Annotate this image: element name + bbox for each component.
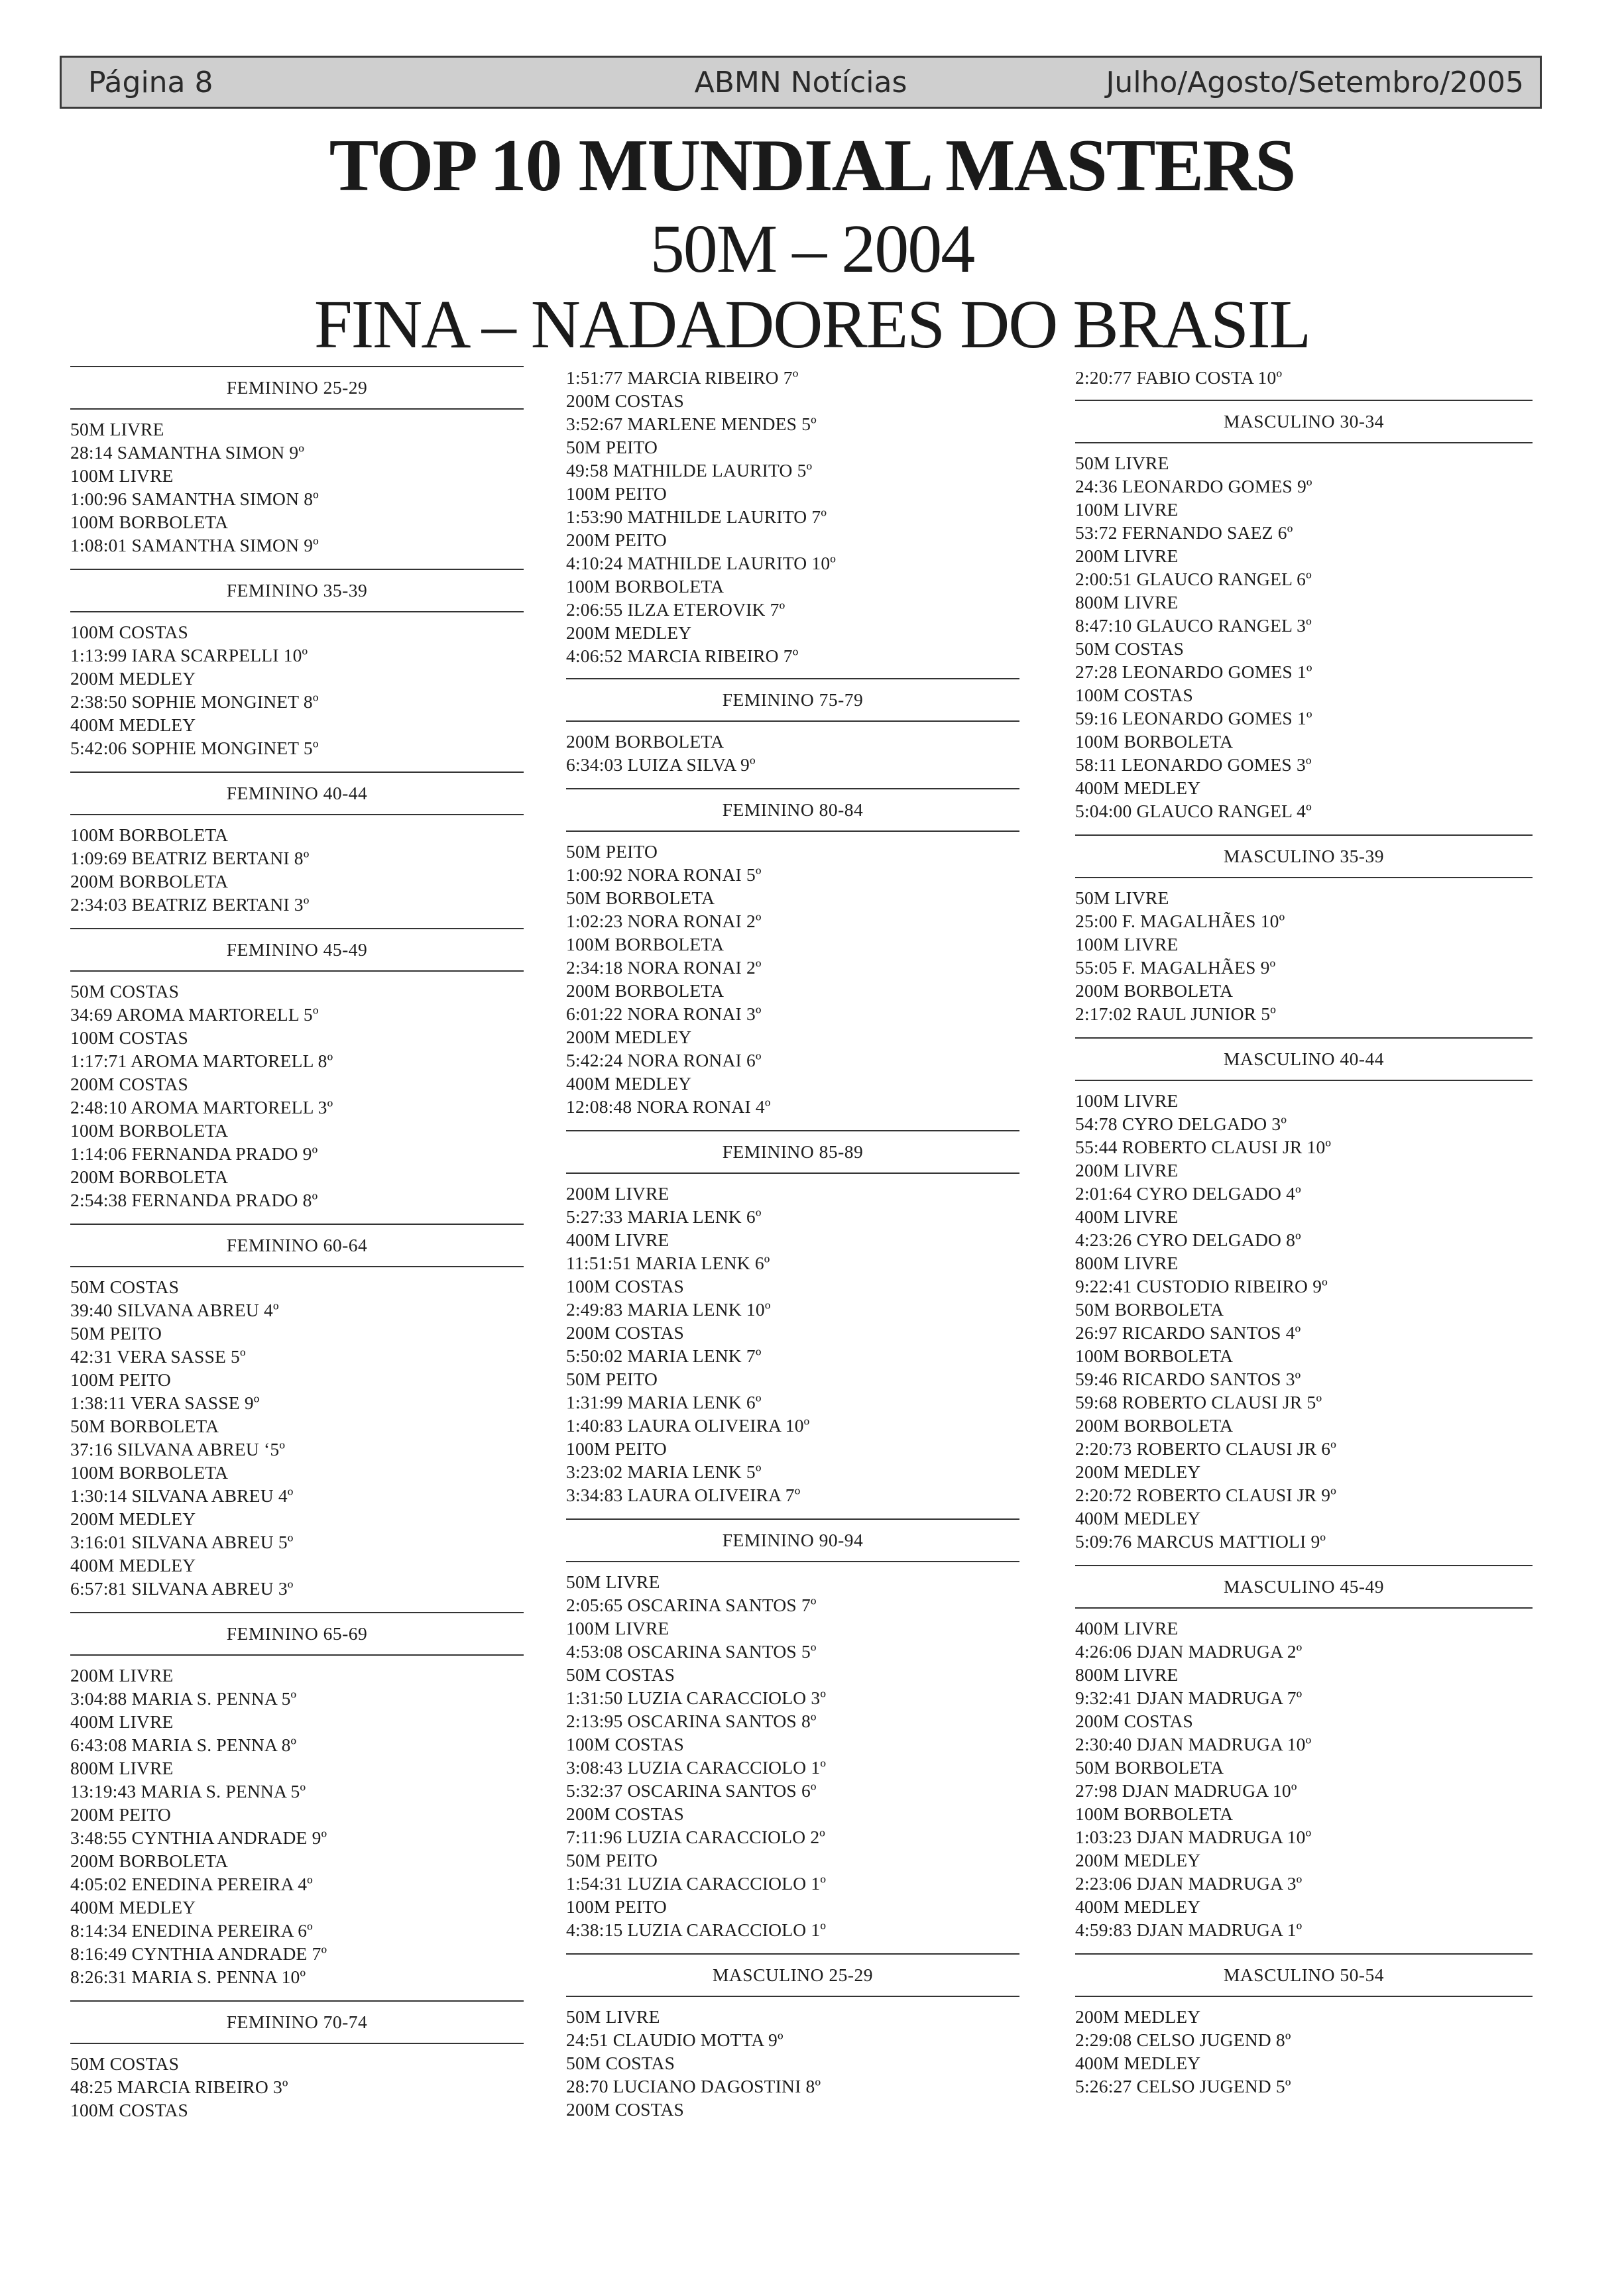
result-line: 50M LIVRE [566,2006,660,2027]
spacer [70,1600,524,1612]
spacer [1075,1553,1533,1565]
spacer [566,2121,1019,2133]
spacer [1075,878,1533,886]
category-heading: FEMININO 40-44 [226,783,368,803]
result-line: 2:20:77 FABIO COSTA 10º [1075,367,1283,388]
result-line: 4:05:02 ENEDINA PEREIRA 4º [70,1874,313,1894]
result-line: 200M BORBOLETA [70,1851,229,1871]
result-line: 50M LIVRE [1075,887,1169,908]
result-line: 2:48:10 AROMA MARTORELL 3º [70,1097,333,1117]
result-line: 100M PEITO [566,1438,667,1459]
page-subtitle-year: 50M – 2004 [650,211,974,287]
result-line: 50M COSTAS [70,2053,180,2074]
result-line: 6:43:08 MARIA S. PENNA 8º [70,1735,297,1755]
result-line: 1:17:71 AROMA MARTORELL 8º [70,1051,333,1071]
result-line: 100M BORBOLETA [70,1120,229,1141]
result-line: 1:09:69 BEATRIZ BERTANI 8º [70,848,310,868]
category-heading: MASCULINO 40-44 [1223,1049,1384,1069]
result-line: 100M LIVRE [1075,499,1179,520]
result-line: 5:50:02 MARIA LENK 7º [566,1345,762,1366]
result-line: 400M MEDLEY [70,714,196,735]
result-line: 5:42:24 NORA RONAI 6º [566,1050,762,1070]
result-line: 50M COSTAS [566,1664,675,1685]
result-line: 100M LIVRE [1075,934,1179,954]
category-heading: FEMININO 35-39 [226,580,368,600]
result-line: 200M BORBOLETA [566,731,725,752]
result-line: 2:20:72 ROBERTO CLAUSI JR 9º [1075,1485,1336,1505]
spacer [566,776,1019,788]
category-heading: FEMININO 60-64 [226,1235,368,1255]
result-line: 1:02:23 NORA RONAI 2º [566,911,762,931]
result-line: 400M MEDLEY [1075,1896,1201,1917]
result-line: 50M BORBOLETA [1075,1757,1224,1778]
result-line: 100M PEITO [70,1369,171,1390]
result-line: 34:69 AROMA MARTORELL 5º [70,1004,319,1025]
result-line: 2:29:08 CELSO JUGEND 8º [1075,2029,1291,2050]
result-line: 100M COSTAS [70,1027,189,1048]
result-line: 200M MEDLEY [70,668,196,689]
category-heading: MASCULINO 50-54 [1223,1965,1384,1985]
result-line: 5:27:33 MARIA LENK 6º [566,1206,762,1227]
spacer [70,760,524,772]
result-line: 4:59:83 DJAN MADRUGA 1º [1075,1919,1303,1940]
result-line: 200M COSTAS [566,2099,685,2120]
result-line: 55:44 ROBERTO CLAUSI JR 10º [1075,1137,1332,1157]
result-line: 200M BORBOLETA [1075,1415,1234,1436]
spacer [1075,1941,1533,1953]
result-line: 2:01:64 CYRO DELGADO 4º [1075,1183,1301,1204]
result-line: 5:04:00 GLAUCO RANGEL 4º [1075,801,1312,821]
result-line: 1:40:83 LAURA OLIVEIRA 10º [566,1415,810,1436]
result-line: 200M LIVRE [566,1183,669,1204]
result-line: 12:08:48 NORA RONAI 4º [566,1096,771,1117]
result-line: 100M COSTAS [70,2100,189,2120]
result-line: 200M BORBOLETA [70,871,229,891]
result-line: 200M MEDLEY [1075,1850,1201,1870]
result-line: 400M MEDLEY [1075,1508,1201,1528]
result-line: 200M MEDLEY [1075,1461,1201,1482]
result-line: 400M MEDLEY [70,1555,196,1575]
result-line: 50M PEITO [566,841,658,862]
header-page-number: Página 8 [88,66,213,99]
result-line: 50M LIVRE [1075,453,1169,473]
header-date: Julho/Agosto/Setembro/2005 [1106,66,1524,99]
result-line: 100M BORBOLETA [566,576,725,597]
result-line: 8:14:34 ENEDINA PEREIRA 6º [70,1920,313,1941]
result-line: 4:53:08 OSCARINA SANTOS 5º [566,1641,817,1662]
result-line: 1:00:96 SAMANTHA SIMON 8º [70,488,319,509]
result-line: 100M LIVRE [566,1618,669,1638]
result-line: 200M COSTAS [566,1322,685,1343]
result-line: 200M BORBOLETA [1075,980,1234,1001]
result-line: 400M MEDLEY [566,1073,692,1094]
category-heading: FEMININO 80-84 [722,799,864,820]
spacer [70,1267,524,1275]
result-line: 100M BORBOLETA [70,1462,229,1483]
result-line: 37:16 SILVANA ABREU ‘5º [70,1439,286,1459]
result-line: 54:78 CYRO DELGADO 3º [1075,1114,1287,1134]
result-line: 59:16 LEONARDO GOMES 1º [1075,708,1312,728]
result-line: 50M COSTAS [70,981,180,1001]
result-line: 2:30:40 DJAN MADRUGA 10º [1075,1734,1312,1754]
result-line: 1:00:92 NORA RONAI 5º [566,864,762,885]
spacer [1075,1025,1533,1037]
result-line: 2:49:83 MARIA LENK 10º [566,1299,771,1320]
result-line: 1:54:31 LUZIA CARACCIOLO 1º [566,1873,827,1894]
result-line: 50M PEITO [566,437,658,457]
running-header [60,56,1542,109]
result-line: 50M BORBOLETA [566,887,715,908]
result-line: 58:11 LEONARDO GOMES 3º [1075,754,1312,775]
result-line: 200M PEITO [566,530,667,550]
result-line: 200M COSTAS [1075,1711,1194,1731]
result-line: 4:38:15 LUZIA CARACCIOLO 1º [566,1919,827,1940]
spacer [1075,1081,1533,1089]
result-line: 800M LIVRE [1075,592,1179,612]
spacer [70,612,524,620]
result-line: 200M COSTAS [70,1074,189,1094]
spacer [70,815,524,823]
result-line: 2:54:38 FERNANDA PRADO 8º [70,1190,318,1210]
result-line: 13:19:43 MARIA S. PENNA 5º [70,1781,306,1801]
result-line: 800M LIVRE [1075,1253,1179,1273]
result-line: 11:51:51 MARIA LENK 6º [566,1253,770,1273]
result-line: 50M BORBOLETA [70,1416,219,1436]
result-line: 100M BORBOLETA [566,934,725,954]
result-line: 1:13:99 IARA SCARPELLI 10º [70,645,308,665]
result-line: 400M MEDLEY [70,1897,196,1917]
result-line: 100M PEITO [566,483,667,504]
result-line: 200M LIVRE [1075,545,1179,566]
spacer [70,972,524,980]
result-line: 6:34:03 LUIZA SILVA 9º [566,754,756,775]
result-line: 53:72 FERNANDO SAEZ 6º [1075,522,1293,543]
category-heading: FEMININO 45-49 [226,939,368,960]
result-line: 25:00 F. MAGALHÃES 10º [1075,911,1285,931]
spacer [566,667,1019,678]
spacer [70,557,524,569]
result-line: 100M BORBOLETA [1075,1345,1234,1366]
spacer [566,1562,1019,1570]
category-heading: FEMININO 70-74 [226,2012,368,2032]
result-line: 1:14:06 FERNANDA PRADO 9º [70,1143,318,1164]
result-line: 50M LIVRE [566,1572,660,1592]
page-subtitle-org: FINA – NADADORES DO BRASIL [314,286,1310,363]
result-line: 5:42:06 SOPHIE MONGINET 5º [70,738,319,758]
spacer [566,722,1019,730]
result-line: 5:32:37 OSCARINA SANTOS 6º [566,1780,817,1801]
result-line: 100M COSTAS [566,1276,685,1296]
result-line: 3:04:88 MARIA S. PENNA 5º [70,1688,297,1709]
spacer [70,1988,524,2000]
result-line: 200M MEDLEY [566,1027,692,1047]
category-heading: MASCULINO 45-49 [1223,1576,1384,1597]
spacer [1075,1997,1533,2005]
result-line: 2:20:73 ROBERTO CLAUSI JR 6º [1075,1438,1336,1459]
result-line: 3:34:83 LAURA OLIVEIRA 7º [566,1485,801,1505]
result-line: 2:23:06 DJAN MADRUGA 3º [1075,1873,1303,1894]
category-heading: MASCULINO 35-39 [1223,846,1384,866]
spacer [70,2044,524,2052]
result-line: 50M COSTAS [566,2053,675,2073]
result-line: 24:51 CLAUDIO MOTTA 9º [566,2029,783,2050]
result-line: 49:58 MATHILDE LAURITO 5º [566,460,813,481]
category-heading: FEMININO 65-69 [226,1623,368,1644]
results-column-2 [566,366,1019,2133]
result-line: 50M PEITO [566,1369,658,1389]
result-line: 3:08:43 LUZIA CARACCIOLO 1º [566,1757,827,1778]
result-line: 24:36 LEONARDO GOMES 9º [1075,476,1312,496]
result-line: 100M COSTAS [1075,685,1194,705]
category-heading: MASCULINO 25-29 [712,1965,873,1985]
result-line: 27:28 LEONARDO GOMES 1º [1075,661,1312,682]
result-line: 100M PEITO [566,1896,667,1917]
result-line: 4:06:52 MARCIA RIBEIRO 7º [566,646,799,666]
result-line: 28:70 LUCIANO DAGOSTINI 8º [566,2076,821,2096]
result-line: 55:05 F. MAGALHÃES 9º [1075,957,1276,978]
results-column-1 [70,366,524,2134]
spacer [70,1656,524,1664]
result-line: 200M BORBOLETA [70,1167,229,1187]
result-line: 1:53:90 MATHILDE LAURITO 7º [566,506,827,527]
result-line: 1:51:77 MARCIA RIBEIRO 7º [566,367,799,388]
page-title: TOP 10 MUNDIAL MASTERS [329,125,1295,207]
result-line: 1:31:50 LUZIA CARACCIOLO 3º [566,1687,827,1708]
result-line: 8:16:49 CYNTHIA ANDRADE 7º [70,1943,327,1964]
result-line: 6:01:22 NORA RONAI 3º [566,1003,762,1024]
spacer [70,916,524,928]
result-line: 200M MEDLEY [1075,2006,1201,2027]
result-line: 2:13:95 OSCARINA SANTOS 8º [566,1711,817,1731]
result-line: 2:38:50 SOPHIE MONGINET 8º [70,691,319,712]
results-column-3 [1075,366,1533,2110]
result-line: 400M MEDLEY [1075,777,1201,798]
spacer [1075,389,1533,400]
result-line: 100M BORBOLETA [70,512,229,532]
result-line: 50M COSTAS [70,1277,180,1297]
result-line: 59:68 ROBERTO CLAUSI JR 5º [1075,1392,1322,1412]
result-line: 48:25 MARCIA RIBEIRO 3º [70,2077,288,2097]
result-line: 59:46 RICARDO SANTOS 3º [1075,1369,1301,1389]
result-line: 5:09:76 MARCUS MATTIOLI 9º [1075,1531,1326,1552]
spacer [566,1118,1019,1130]
spacer [70,2122,524,2134]
result-line: 100M LIVRE [1075,1090,1179,1111]
result-line: 3:52:67 MARLENE MENDES 5º [566,414,817,434]
spacer [566,1997,1019,2005]
result-line: 400M LIVRE [1075,1618,1179,1638]
result-line: 200M COSTAS [566,1803,685,1824]
spacer [1075,823,1533,834]
result-line: 50M LIVRE [70,419,164,439]
result-line: 200M COSTAS [566,390,685,411]
result-line: 2:17:02 RAUL JUNIOR 5º [1075,1003,1276,1024]
result-line: 400M MEDLEY [1075,2053,1201,2073]
spacer [566,1941,1019,1953]
result-line: 3:16:01 SILVANA ABREU 5º [70,1532,294,1552]
result-line: 100M LIVRE [70,465,174,486]
result-line: 800M LIVRE [70,1758,174,1778]
result-line: 50M PEITO [70,1323,162,1343]
result-line: 1:03:23 DJAN MADRUGA 10º [1075,1827,1312,1847]
spacer [1075,443,1533,451]
result-line: 8:47:10 GLAUCO RANGEL 3º [1075,615,1312,636]
result-line: 6:57:81 SILVANA ABREU 3º [70,1578,294,1599]
result-line: 3:23:02 MARIA LENK 5º [566,1461,762,1482]
spacer [566,1174,1019,1182]
result-line: 1:30:14 SILVANA ABREU 4º [70,1485,294,1506]
result-line: 3:48:55 CYNTHIA ANDRADE 9º [70,1827,327,1848]
result-line: 400M LIVRE [70,1711,174,1732]
header-publication: ABMN Notícias [694,66,907,99]
result-line: 200M PEITO [70,1804,171,1825]
result-line: 42:31 VERA SASSE 5º [70,1346,246,1367]
result-line: 27:98 DJAN MADRUGA 10º [1075,1780,1297,1801]
result-line: 39:40 SILVANA ABREU 4º [70,1300,279,1320]
result-line: 8:26:31 MARIA S. PENNA 10º [70,1967,306,1987]
result-line: 1:08:01 SAMANTHA SIMON 9º [70,535,319,555]
spacer [70,410,524,418]
spacer [70,1212,524,1224]
result-line: 2:34:18 NORA RONAI 2º [566,957,762,978]
result-line: 100M BORBOLETA [1075,731,1234,752]
category-heading: FEMININO 25-29 [226,377,368,398]
result-line: 1:38:11 VERA SASSE 9º [70,1393,260,1413]
result-line: 9:32:41 DJAN MADRUGA 7º [1075,1687,1303,1708]
result-line: 2:34:03 BEATRIZ BERTANI 3º [70,894,310,915]
result-line: 50M PEITO [566,1850,658,1870]
result-line: 100M COSTAS [70,622,189,642]
result-line: 400M LIVRE [1075,1206,1179,1227]
result-line: 1:31:99 MARIA LENK 6º [566,1392,762,1412]
result-line: 50M BORBOLETA [1075,1299,1224,1320]
category-heading: FEMININO 90-94 [722,1530,864,1550]
spacer [566,1507,1019,1518]
result-line: 5:26:27 CELSO JUGEND 5º [1075,2076,1291,2096]
spacer [1075,2098,1533,2110]
result-line: 50M COSTAS [1075,638,1185,659]
result-line: 200M MEDLEY [70,1509,196,1529]
result-line: 4:23:26 CYRO DELGADO 8º [1075,1229,1301,1250]
result-line: 4:26:06 DJAN MADRUGA 2º [1075,1641,1303,1662]
result-line: 200M LIVRE [70,1665,174,1686]
result-line: 800M LIVRE [1075,1664,1179,1685]
category-heading: FEMININO 85-89 [722,1141,864,1162]
result-line: 100M BORBOLETA [70,825,229,845]
result-line: 26:97 RICARDO SANTOS 4º [1075,1322,1301,1343]
result-line: 2:00:51 GLAUCO RANGEL 6º [1075,569,1312,589]
result-line: 200M LIVRE [1075,1160,1179,1180]
result-line: 4:10:24 MATHILDE LAURITO 10º [566,553,836,573]
result-line: 200M BORBOLETA [566,980,725,1001]
result-line: 9:22:41 CUSTODIO RIBEIRO 9º [1075,1276,1328,1296]
result-line: 2:06:55 ILZA ETEROVIK 7º [566,599,785,620]
result-line: 2:05:65 OSCARINA SANTOS 7º [566,1595,817,1615]
spacer [566,832,1019,840]
category-heading: FEMININO 75-79 [722,689,864,710]
result-line: 400M LIVRE [566,1229,669,1250]
result-line: 7:11:96 LUZIA CARACCIOLO 2º [566,1827,826,1847]
result-line: 200M MEDLEY [566,622,692,643]
category-heading: MASCULINO 30-34 [1223,411,1384,431]
result-line: 28:14 SAMANTHA SIMON 9º [70,442,305,463]
result-line: 100M COSTAS [566,1734,685,1754]
result-line: 100M BORBOLETA [1075,1803,1234,1824]
spacer [1075,1609,1533,1617]
